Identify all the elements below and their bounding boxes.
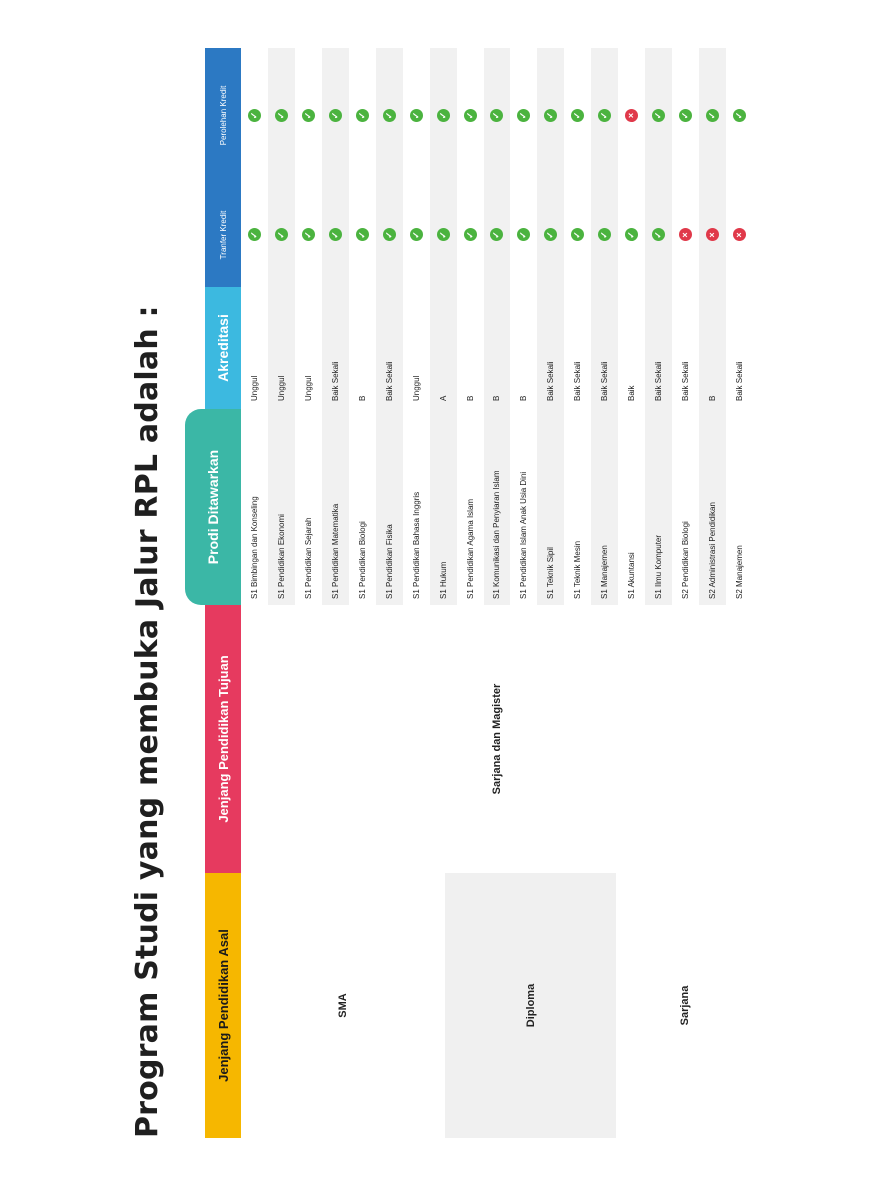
akreditasi-cell: Unggul [303,375,313,401]
check-circle-icon: ✓ [248,109,261,122]
check-circle-icon: ✓ [410,109,423,122]
transfer-kredit-cell [457,183,484,287]
akreditasi-cell: Unggul [411,375,421,401]
akreditasi-cell: Baik Sekali [600,361,610,401]
check-circle-icon: ✓ [571,109,584,122]
check-circle-icon: ✓ [652,229,665,242]
check-circle-icon: ✓ [437,229,450,242]
prodi-cell: S1 Bimbingan dan Konseling [249,496,259,599]
prodi-cell: S1 Teknik Sipil [546,547,556,599]
perolehan-kredit-cell [268,48,295,183]
akreditasi-cell: B [492,395,502,401]
prodi-cell: S1 Pendidikan Ekonomi [276,514,286,599]
perolehan-kredit-cell [322,48,349,183]
table-row [484,48,511,605]
table-row [726,48,753,605]
akreditasi-cell: Baik Sekali [654,361,664,401]
x-circle-icon: × [625,109,638,122]
table-row [457,48,484,605]
table-row [349,48,376,605]
akreditasi-cell: Baik [627,385,637,401]
table-row [645,48,672,605]
check-circle-icon: ✓ [571,229,584,242]
check-circle-icon: ✓ [652,109,665,122]
table-row [699,48,726,605]
perolehan-kredit-cell [430,48,457,183]
check-circle-icon: ✓ [383,229,396,242]
header-tujuan: Jenjang Pendidikan Tujuan [205,605,241,873]
check-circle-icon: ✓ [598,229,611,242]
rpl-table [205,48,753,1138]
prodi-cell: S1 Pendidikan Matematika [330,503,340,599]
transfer-kredit-cell [430,183,457,287]
transfer-kredit-cell [699,183,726,287]
table-row [672,48,699,605]
table-row [295,48,322,605]
tujuan-cell: Sarjana dan Magister [491,683,503,795]
prodi-cell: S2 Manajemen [735,545,745,599]
prodi-cell: S1 Akuntansi [627,552,637,599]
akreditasi-cell: Baik Sekali [735,361,745,401]
perolehan-kredit-cell [376,48,403,183]
prodi-cell: S1 Komunikasi dan Penyiaran Islam [492,470,502,599]
transfer-kredit-cell [295,183,322,287]
check-circle-icon: ✓ [517,109,530,122]
check-circle-icon: ✓ [410,229,423,242]
table-row [403,48,430,605]
akreditasi-cell: Unggul [249,375,259,401]
transfer-kredit-cell [564,183,591,287]
table-row [430,48,457,605]
akreditasi-cell: B [465,395,475,401]
check-circle-icon: ✓ [544,229,557,242]
transfer-kredit-cell [591,183,618,287]
transfer-kredit-cell [376,183,403,287]
perolehan-kredit-cell [564,48,591,183]
check-circle-icon: ✓ [464,229,477,242]
table-row [322,48,349,605]
transfer-kredit-cell [484,183,511,287]
asal-cell-sarjana: Sarjana [678,985,691,1026]
table-row [511,48,538,605]
x-circle-icon: × [733,229,746,242]
transfer-kredit-cell [349,183,376,287]
check-circle-icon: ✓ [437,109,450,122]
transfer-kredit-cell [672,183,699,287]
transfer-kredit-cell [511,183,538,287]
prodi-cell: S1 Pendidikan Biologi [357,521,367,599]
prodi-cell: S1 Pendidikan Bahasa Inggris [411,491,421,599]
table-row [564,48,591,605]
table-row [268,48,295,605]
akreditasi-cell: Baik Sekali [573,361,583,401]
x-circle-icon: × [679,229,692,242]
check-circle-icon: ✓ [598,109,611,122]
check-circle-icon: ✓ [302,229,315,242]
prodi-cell: S1 Manajemen [600,545,610,599]
perolehan-kredit-cell [241,48,268,183]
table-row [376,48,403,605]
check-circle-icon: ✓ [464,109,477,122]
perolehan-kredit-cell [672,48,699,183]
check-circle-icon: ✓ [302,109,315,122]
perolehan-kredit-cell [484,48,511,183]
prodi-cell: S1 Pendidikan Agama Islam [465,498,475,599]
akreditasi-cell: Baik Sekali [384,361,394,401]
header-transfer-kredit: Tranfer Kredit [205,183,241,287]
table-row [241,48,268,605]
check-circle-icon: ✓ [356,229,369,242]
akreditasi-cell: B [519,395,529,401]
perolehan-kredit-cell [726,48,753,183]
akreditasi-cell: Unggul [276,375,286,401]
perolehan-kredit-cell [403,48,430,183]
check-circle-icon: ✓ [733,109,746,122]
prodi-cell: S1 Teknik Mesin [573,540,583,599]
check-circle-icon: ✓ [275,109,288,122]
header-asal: Jenjang Pendidikan Asal [205,873,241,1138]
prodi-cell: S1 Hukum [438,561,448,599]
table-row [591,48,618,605]
asal-cell-sma: SMA [337,993,349,1018]
check-circle-icon: ✓ [329,109,342,122]
prodi-cell: S2 Administrasi Pendidikan [708,502,718,599]
check-circle-icon: ✓ [706,109,719,122]
perolehan-kredit-cell [699,48,726,183]
check-circle-icon: ✓ [356,109,369,122]
akreditasi-cell: B [708,395,718,401]
perolehan-kredit-cell [511,48,538,183]
transfer-kredit-cell [322,183,349,287]
table-row [618,48,645,605]
check-circle-icon: ✓ [625,229,638,242]
transfer-kredit-cell [726,183,753,287]
check-circle-icon: ✓ [679,109,692,122]
check-circle-icon: ✓ [544,109,557,122]
perolehan-kredit-cell [295,48,322,183]
akreditasi-cell: Baik Sekali [681,361,691,401]
perolehan-kredit-cell [349,48,376,183]
perolehan-kredit-cell [618,48,645,183]
table-row [537,48,564,605]
akreditasi-cell: A [438,395,448,401]
check-circle-icon: ✓ [490,229,503,242]
prodi-cell: S1 Pendidikan Fisika [384,524,394,599]
page-title: Program Studi yang membuka Jalur RPL adalah : [130,305,165,1138]
akreditasi-cell: Baik Sekali [330,361,340,401]
header-perolehan-kredit: Perolehan Kredit [205,48,241,183]
prodi-cell: S1 Ilmu Komputer [654,534,664,599]
perolehan-kredit-cell [457,48,484,183]
x-circle-icon: × [706,229,719,242]
akreditasi-cell: Baik Sekali [546,361,556,401]
prodi-cell: S1 Pendidikan Sejarah [303,517,313,599]
check-circle-icon: ✓ [248,229,261,242]
check-circle-icon: ✓ [383,109,396,122]
check-circle-icon: ✓ [490,109,503,122]
transfer-kredit-cell [537,183,564,287]
asal-cell-diploma: Diploma [445,873,616,1138]
akreditasi-cell: B [357,395,367,401]
prodi-cell: S2 Pendidikan Biologi [681,521,691,599]
perolehan-kredit-cell [645,48,672,183]
prodi-cell: S1 Pendidikan Islam Anak Usia Dini [519,471,529,599]
check-circle-icon: ✓ [275,229,288,242]
perolehan-kredit-cell [591,48,618,183]
perolehan-kredit-cell [537,48,564,183]
check-circle-icon: ✓ [517,229,530,242]
transfer-kredit-cell [618,183,645,287]
transfer-kredit-cell [241,183,268,287]
header-prodi: Prodi Ditawarkan [185,409,241,605]
header-akreditasi: Akreditasi [205,287,241,409]
check-circle-icon: ✓ [329,229,342,242]
transfer-kredit-cell [403,183,430,287]
transfer-kredit-cell [268,183,295,287]
transfer-kredit-cell [645,183,672,287]
